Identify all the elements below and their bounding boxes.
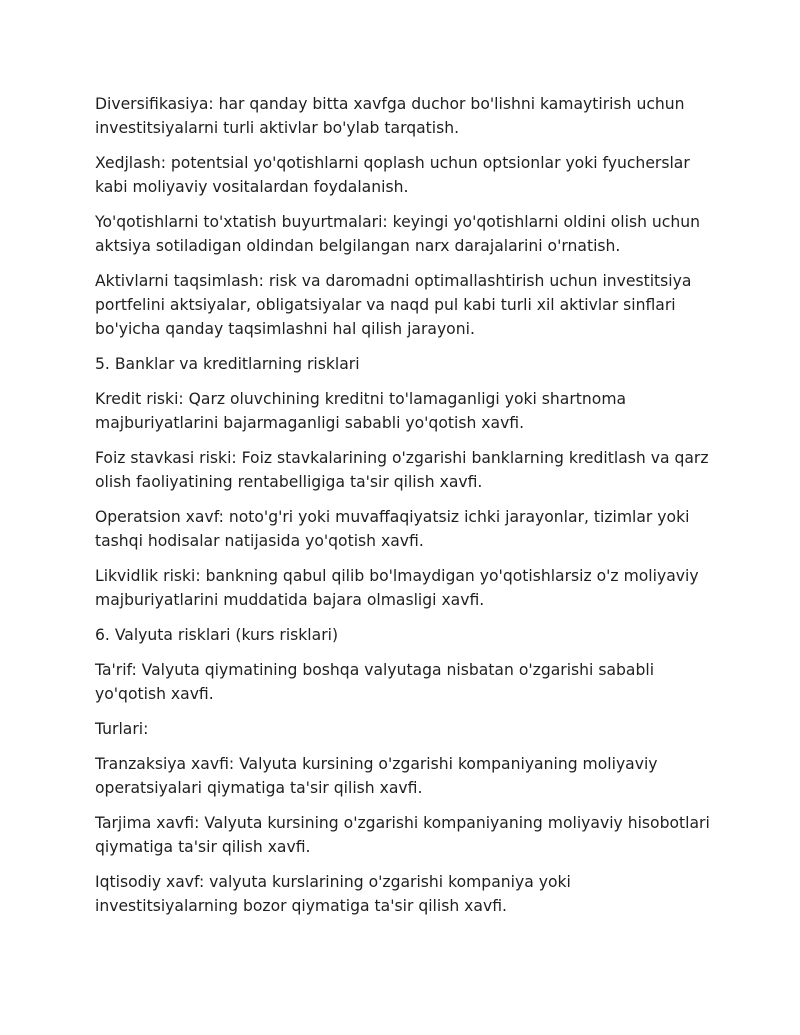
section-heading-currency-risks: 6. Valyuta risklari (kurs risklari) <box>95 626 339 644</box>
document-page <box>95 92 710 929</box>
paragraph-economic-risk: Iqtisodiy xavf: valyuta kurslarining o'zgarishi kompaniya yoki investitsiyalarning bozor qiymatiga ta'sir qilish xavfi. <box>95 873 571 915</box>
paragraph-types-label: Turlari: <box>95 720 149 738</box>
paragraph-hedging: Xedjlash: potentsial yo'qotishlarni qoplash uchun optsionlar yoki fyucherslar kabi moliyaviy vositalardan foydalanish. <box>95 154 690 196</box>
paragraph-stop-loss: Yo'qotishlarni to'xtatish buyurtmalari: keyingi yo'qotishlarni oldini olish uchun aktsiya sotiladigan oldindan belgilangan narx darajalarini o'rnatish. <box>95 213 701 255</box>
paragraph-transaction-risk: Tranzaksiya xavfi: Valyuta kursining o'zgarishi kompaniyaning moliyaviy operatsiyalari qiymatiga ta'sir qilish xavfi. <box>95 755 658 797</box>
paragraph-definition: Ta'rif: Valyuta qiymatining boshqa valyutaga nisbatan o'zgarishi sababli yo'qotish xavfi. <box>95 661 655 703</box>
paragraph-credit-risk: Kredit riski: Qarz oluvchining kreditni to'lamaganligi yoki shartnoma majburiyatlarini bajarmaganligi sababli yo'qotish xavfi. <box>95 390 627 432</box>
paragraph-translation-risk: Tarjima xavfi: Valyuta kursining o'zgarishi kompaniyaning moliyaviy hisobotlari qiymatiga ta'sir qilish xavfi. <box>95 814 710 856</box>
paragraph-operational-risk: Operatsion xavf: noto'g'ri yoki muvaffaqiyatsiz ichki jarayonlar, tizimlar yoki tashqi hodisalar natijasida yo'qotish xavfi. <box>95 508 690 550</box>
paragraph-liquidity-risk: Likvidlik riski: bankning qabul qilib bo'lmaydigan yo'qotishlarsiz o'z moliyaviy majburiyatlarini muddatida bajara olmasligi xavfi. <box>95 567 699 609</box>
section-heading-bank-risks: 5. Banklar va kreditlarning risklari <box>95 355 360 373</box>
paragraph-interest-rate-risk: Foiz stavkasi riski: Foiz stavkalarining o'zgarishi banklarning kreditlash va qarz olish faoliyatining rentabelligiga ta'sir qilish xavfi. <box>95 449 709 491</box>
paragraph-asset-allocation: Aktivlarni taqsimlash: risk va daromadni optimallashtirish uchun investitsiya portfelini aktsiyalar, obligatsiyalar va naqd pul kabi turli xil aktivlar sinflari bo'yicha qanday taqsimlashni hal qilish jarayoni. <box>95 272 692 338</box>
paragraph-diversification: Diversifikasiya: har qanday bitta xavfga duchor bo'lishni kamaytirish uchun investitsiyalarni turli aktivlar bo'ylab tarqatish. <box>95 95 685 137</box>
